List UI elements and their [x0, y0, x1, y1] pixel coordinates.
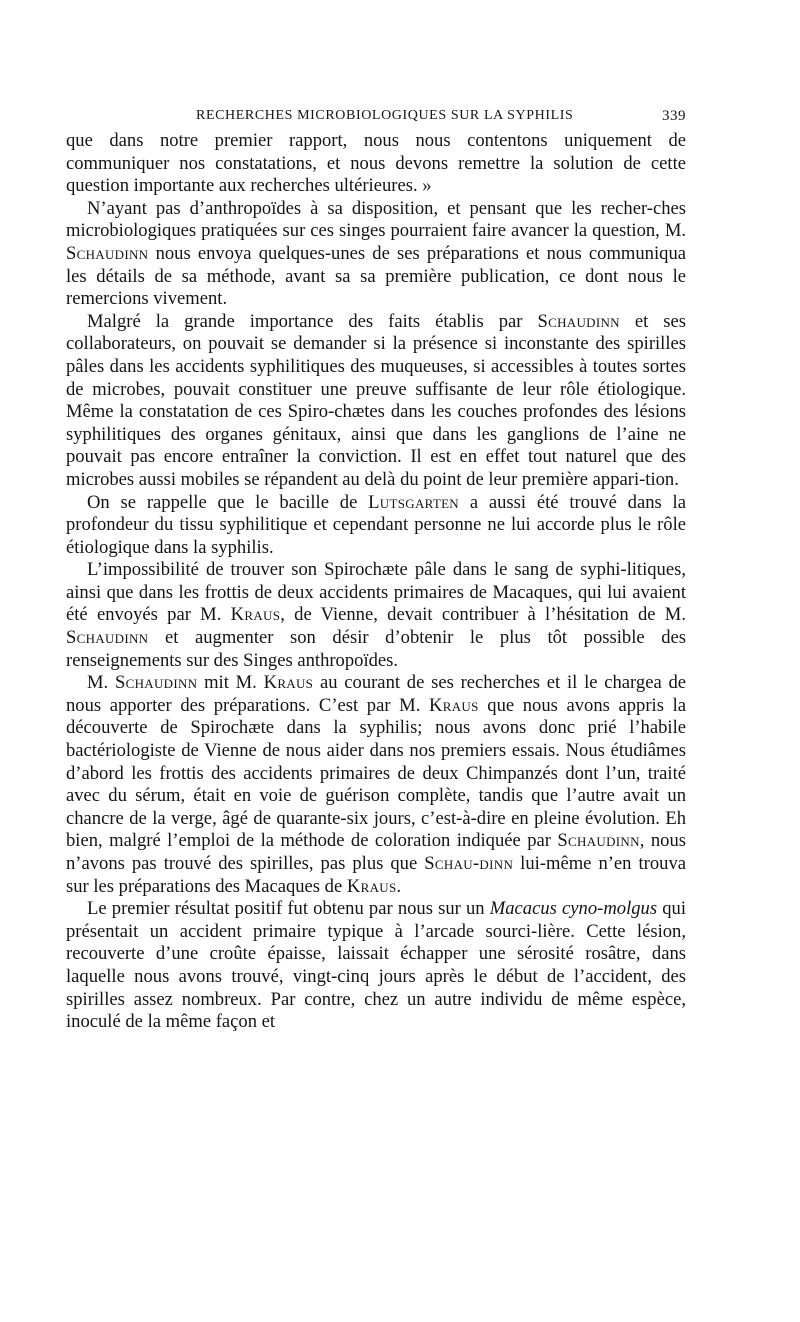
author-name: Schaudinn [557, 830, 640, 852]
paragraph-6-text-f: lui-même n’en trouva sur les préparations des Macaques de [66, 853, 687, 897]
paragraph-6-text-e: , nous n’avons pas trouvé des spirilles, pas plus que [66, 830, 686, 874]
paragraph-4 [66, 492, 686, 560]
paragraph-6-text-d: que nous avons appris la découverte de Spirochæte dans la syphilis; nous avons donc prié l’habile bactériologiste de Vienne de nous aider dans nos premiers essais. Nous étudiâmes d’abord les frottis des accidents primaires de deux Chimpanzés dont l’un, traité avec du sérum, était en voie de guérison complète, tandis que l’autre avait un chancre de la verge, âgé de quarante-six jours, c’est-à-dire en pleine évolution. Eh bien, malgré l’emploi de la méthode de coloration indiquée par [66, 694, 687, 852]
paragraph-5-text-c: et augmenter son désir d’obtenir le plus tôt possible des renseignements sur des Singes anthropoïdes. [66, 627, 686, 671]
author-name: Kraus [230, 604, 281, 626]
paragraph-6-text-g: . [396, 875, 402, 897]
paragraph-7-text-a: Le premier résultat positif fut obtenu par nous sur un [87, 898, 485, 920]
paragraph-4-text-b: a aussi été trouvé dans la profondeur du tissu syphilitique et cependant personne ne lui accorde plus le rôle étiologique dans la syphilis. [66, 491, 686, 558]
paragraph-6-text-a: M. [87, 672, 109, 694]
paragraph-6-text-c: au courant de ses recherches et il le chargea de nous apporter des préparations. C’est par M. [66, 672, 687, 716]
author-name: Kraus [346, 875, 397, 897]
author-name: Lutsgarten [368, 491, 459, 513]
author-name: Schau-dinn [424, 853, 514, 874]
paragraph-3 [66, 311, 686, 492]
document-page [66, 104, 686, 1034]
running-title: RECHERCHES MICROBIOLOGIQUES SUR LA SYPHILIS [196, 108, 574, 123]
species-name: Macacus cyno-molgus [489, 898, 658, 920]
paragraph-2-text-b: nous envoya quelques-unes de ses préparations et nous communiqua les détails de sa méthode, avant sa sa première publication, ce dont nous le remercions vivement. [66, 242, 686, 310]
page-number: 339 [662, 108, 686, 124]
running-header [66, 104, 686, 130]
paragraph-7 [66, 898, 686, 1034]
paragraph-5-text-a: L’impossibilité de trouver son Spirochæte pâle dans le sang de syphi-litiques, ainsi que dans les frottis de deux accidents primaires de Macaques, qui lui avaient été envoyés par M. [66, 559, 686, 626]
paragraph-5-text-b: , de Vienne, devait contribuer à l’hésitation de M. [280, 604, 686, 626]
paragraph-1 [66, 130, 686, 198]
author-name: Schaudinn [114, 672, 198, 694]
author-name: Schaudinn [66, 627, 149, 649]
author-name: Schaudinn [537, 310, 620, 332]
paragraph-5 [66, 559, 686, 672]
paragraph-3-text-b: et ses collaborateurs, on pouvait se demander si la présence si inconstante des spirilles pâles dans les accidents syphilitiques des muqueuses, si accessibles à toutes sortes de microbes, pouvait constituer une preuve suffisante de leur rôle étiologique. Même la constatation de ces Spiro-chætes dans les couches profondes des lésions syphilitiques des organes génitaux, ainsi que dans les ganglions de l’aine ne pouvait pas encore entraîner la conviction. Il est en effet tout naturel que des microbes aussi mobiles se répandent au delà du point de leur première appari-tion. [66, 310, 687, 490]
paragraph-3-text-a: Malgré la grande importance des faits établis par [87, 310, 523, 332]
paragraph-6 [66, 672, 686, 898]
paragraph-1-text: que dans notre premier rapport, nous nous contentons uniquement de communiquer nos constatations, et nous devons remettre la solution de cette question importante aux recherches ultérieures. » [66, 130, 686, 197]
author-name: Kraus [429, 694, 479, 716]
author-name: Kraus [263, 672, 314, 694]
paragraph-4-text-a: On se rappelle que le bacille de [87, 491, 358, 513]
author-name: Schaudinn [66, 242, 149, 264]
paragraph-6-text-b: mit M. [204, 672, 257, 694]
body-text [66, 130, 686, 1034]
paragraph-2 [66, 198, 686, 311]
paragraph-7-text-b: qui présentait un accident primaire typique à l’arcade sourci-lière. Cette lésion, recouverte d’une croûte épaisse, laissait échapper une sérosité rosâtre, dans laquelle nous avons trouvé, vingt-cinq jours après le début de l’accident, des spirilles assez nombreux. Par contre, chez un autre individu de même espèce, inoculé de la même façon et [66, 898, 686, 1033]
paragraph-2-text-a: N’ayant pas d’anthropoïdes à sa disposition, et pensant que les recher-ches microbiologiques pratiquées sur ces singes pourraient faire avancer la question, M. [66, 197, 686, 242]
